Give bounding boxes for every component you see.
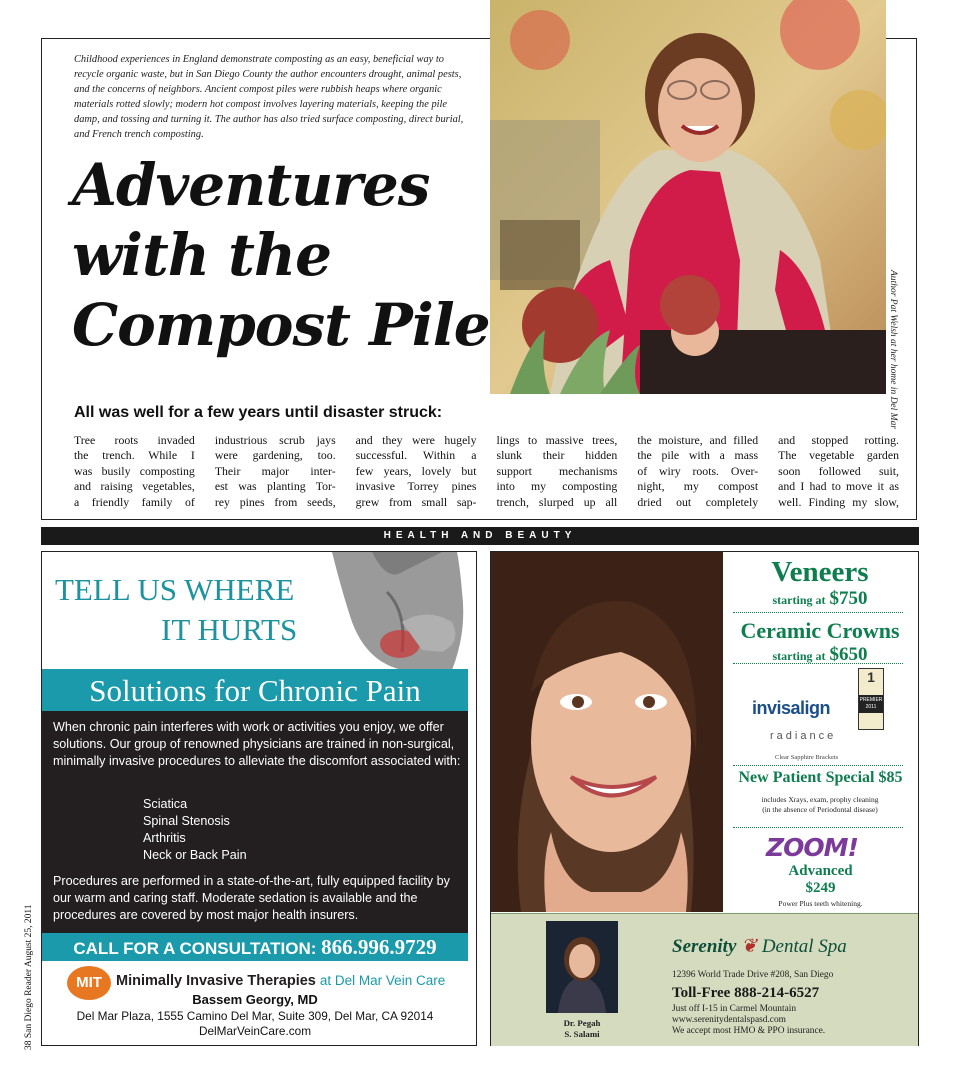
award-text: PREMIER 2011 [859,695,883,713]
pain-ad-heading [55,570,297,650]
list-item: Spinal Stenosis [143,814,230,828]
website-link[interactable]: DelMarVeinCare.com [198,1024,312,1038]
title-line: Compost Pile [72,291,490,359]
award-badge [858,668,884,730]
clinic-address [42,1009,468,1039]
whitening-note: Power Plus teeth whitening. [778,899,863,908]
zoom-logo: ZOOM! [766,833,858,862]
pain-ad-procedures: Procedures are performed in a state-of-the-art, fully equipped facility by our warm and caring staff. Moderate sedation is available and the procedures are covered by most major health insurers. [53,874,450,922]
divider [733,663,903,664]
page-credit: 38 San Diego Reader August 25, 2011 [24,904,34,1050]
article-subhead: All was well for a few years until disaster struck: [74,404,443,421]
divider [733,612,903,613]
radiance-note: Clear Sapphire Brackets [775,754,839,761]
list-item: Neck or Back Pain [143,848,247,862]
body-column: and stopped rotting. The vegetable garden soon followed suit, and I had to move it as well. Finding my slow, [778,433,899,509]
dentist-name: Dr. Pegah S. Salami [563,1018,601,1039]
radiance-logo: radiance [770,730,837,742]
spa-name: Serenity ❦ Dental Spa [672,936,847,957]
list-item: Sciatica [143,797,188,811]
veneers-starting: starting at [772,593,826,607]
special-note: includes Xrays, exam, prophy cleaning (in the absence of Periodontal disease) [761,795,879,814]
spa-details [672,1004,825,1037]
dentist-photo [546,921,618,1013]
advanced-whitening: Advanced $249 [788,863,853,896]
crowns-title: Ceramic Crowns [740,618,900,643]
dental-offers [730,556,910,666]
title-line: Adventures [72,151,430,219]
body-column: lings to massive trees, slunk their hidden support mechanisms into my composting trench, slurped up all [496,433,618,509]
smiling-woman-photo [491,552,723,912]
mit-logo: MIT [67,966,111,1000]
crowns-price: $650 [829,644,868,665]
spa-website[interactable]: www.serenitydentalspasd.com [672,1015,786,1025]
article-body [74,433,899,510]
author-photo [490,0,886,394]
insurance-note: We accept most HMO & PPO insurance. [672,1026,826,1036]
pain-ad-intro: When chronic pain interferes with work or activities you enjoy, we offer solutions. Our group of renowned physicians are trained in non-surgical, minimally invasive procedures to alleviate the discomfort associated with: [53,720,461,768]
cta-label: CALL FOR A CONSULTATION: [73,939,317,958]
cta-phone[interactable]: 866.996.9729 [321,935,437,959]
photo-caption: Author Pat Welsh at her home in Del Mar [888,270,898,430]
address-line: Del Mar Plaza, 1555 Camino Del Mar, Suite 309, Del Mar, CA 92014 [76,1009,434,1023]
list-item: Arthritis [143,831,186,845]
body-column: and they were hugely successful. Within a few years, lovely but invasive Torrey pines grew from small sap- [355,433,477,509]
new-patient-special: New Patient Special $85 [738,769,903,786]
back-pain-photo [312,552,472,670]
doctor-name: Bassem Georgy, MD [192,992,318,1007]
divider [733,827,903,828]
veneers-price: $750 [829,588,868,609]
org-name: Minimally Invasive Therapies at Del Mar Vein Care [116,973,446,989]
article-title [72,150,492,360]
directions: Just off I-15 in Carmel Mountain [672,1004,797,1014]
spa-address: 12396 World Trade Drive #208, San Diego [672,970,834,980]
divider [733,765,903,766]
award-number: 1 [867,669,875,685]
body-column: the moisture, and filled the pile with a mass of wiry roots. Over- night, my compost dried out completely [637,433,759,509]
spa-phone[interactable]: Toll-Free 888-214-6527 [672,985,820,1001]
section-label: HEALTH AND BEAUTY [41,527,919,545]
veneers-title: Veneers [771,556,869,588]
crowns-starting: starting at [772,649,826,663]
body-column: industrious scrub jays were gardening, too. Their major inter- est was planting Tor- rey pines from seeds, [214,433,336,509]
conditions-list [143,796,247,864]
lotus-icon: ❦ [741,936,758,957]
heading-line: IT HURTS [161,612,298,647]
invisalign-logo: invisalign [752,698,831,718]
article-intro: Childhood experiences in England demonstrate composting as an easy, beneficial way to recycle organic waste, but in San Diego County the author encounters drought, animal pests, and the concerns of neighbors. Ancient compost piles were rubbish heaps where organic materials rotted slowly; modern hot compost involves layering materials, keeping the pile damp, and tossing and turning it. The author has also tried surface composting, direct burial, and French trench composting. [74,54,464,140]
title-line: with the [72,221,331,289]
heading-line: TELL US WHERE [55,572,295,607]
consultation-cta[interactable] [42,933,468,961]
pain-ad-banner: Solutions for Chronic Pain [89,673,421,708]
body-column: Tree roots invaded the trench. While I was busily composting and raising vegetables, a friendly family of [74,433,195,509]
